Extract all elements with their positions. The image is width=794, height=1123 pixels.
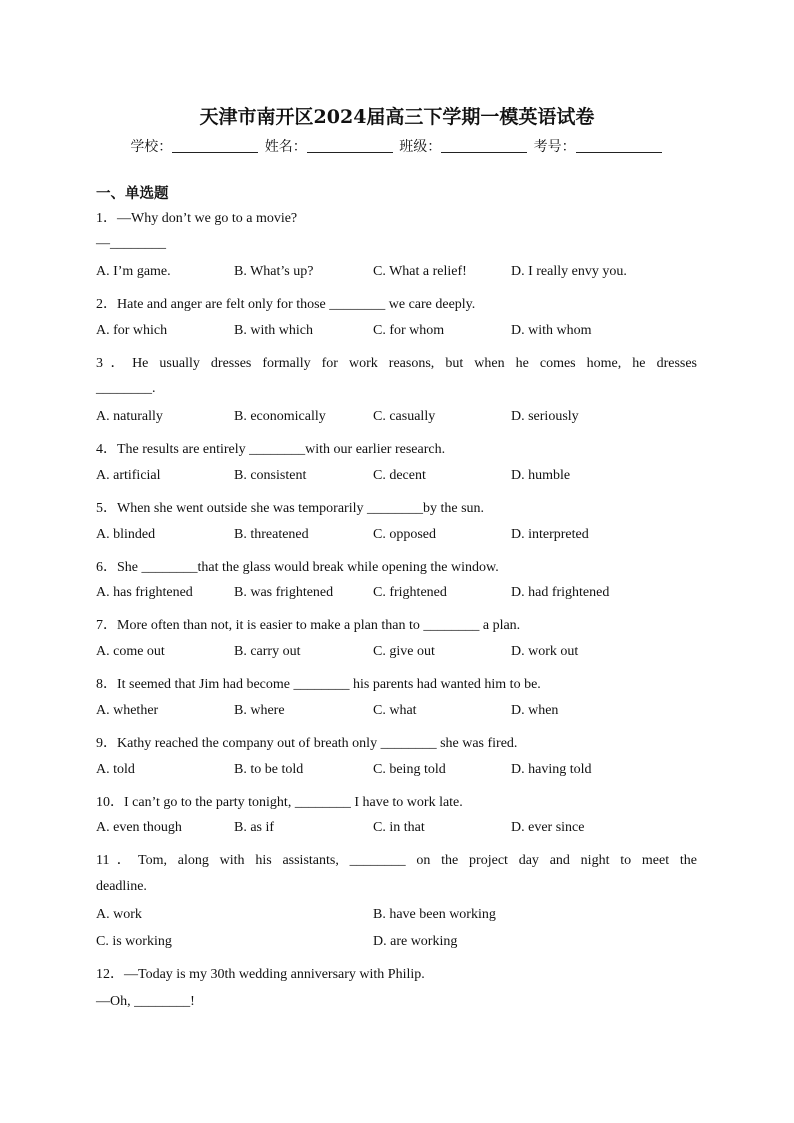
number-blank[interactable] xyxy=(576,138,662,153)
option-d: D. having told xyxy=(511,762,592,777)
option-b: B. was frightened xyxy=(234,585,334,600)
option-b: B. as if xyxy=(234,820,275,835)
school-blank[interactable] xyxy=(172,138,258,153)
class-blank[interactable] xyxy=(441,138,527,153)
option-c: C. give out xyxy=(373,644,435,659)
option-b: B. threatened xyxy=(234,527,309,542)
option-b: B. consistent xyxy=(234,468,307,483)
option-a: A. naturally xyxy=(96,409,163,424)
class-label: 班级： xyxy=(399,139,442,155)
question-stem: 12．—Today is my 30th wedding anniversary with Philip. xyxy=(96,967,425,982)
option-d: D. ever since xyxy=(511,820,585,835)
option-b: B. have been working xyxy=(373,907,496,922)
option-a: A. whether xyxy=(96,703,159,718)
option-d: D. had frightened xyxy=(511,585,610,600)
option-b: B. where xyxy=(234,703,285,718)
option-a: A. blinded xyxy=(96,527,156,542)
option-a: A. come out xyxy=(96,644,165,659)
option-d: D. interpreted xyxy=(511,527,589,542)
question-stem: 9．Kathy reached the company out of breath only ________ she was fired. xyxy=(96,736,518,751)
option-c: C. is working xyxy=(96,934,172,949)
option-a: A. artificial xyxy=(96,468,161,483)
section-title: 一、单选题 xyxy=(96,186,169,202)
option-b: B. to be told xyxy=(234,762,304,777)
option-c: C. frightened xyxy=(373,585,447,600)
option-c: C. What a relief! xyxy=(373,264,467,279)
option-a: A. has frightened xyxy=(96,585,193,600)
option-d: D. work out xyxy=(511,644,579,659)
option-d: D. when xyxy=(511,703,559,718)
option-c: C. decent xyxy=(373,468,426,483)
option-c: C. casually xyxy=(373,409,436,424)
question-stem-continuation: deadline. xyxy=(96,879,147,894)
option-c: C. for whom xyxy=(373,323,445,338)
question-stem: 5．When she went outside she was temporarily ________by the sun. xyxy=(96,501,485,516)
question-stem: 10．I can’t go to the party tonight, ________ I have to work late. xyxy=(96,795,463,810)
question-stem: 8．It seemed that Jim had become ________ his parents had wanted him to be. xyxy=(96,677,541,692)
option-b: B. with which xyxy=(234,323,313,338)
question-stem: 2．Hate and anger are felt only for those ________ we care deeply. xyxy=(96,297,476,312)
option-d: D. seriously xyxy=(511,409,579,424)
option-d: D. humble xyxy=(511,468,571,483)
option-a: A. even though xyxy=(96,820,182,835)
option-c: C. in that xyxy=(373,820,425,835)
option-a: A. told xyxy=(96,762,135,777)
question-stem: 7．More often than not, it is easier to make a plan than to ________ a plan. xyxy=(96,618,521,633)
option-d: D. with whom xyxy=(511,323,592,338)
question-stem: 3．He usually dresses formally for work reasons, but when he comes home, he dresses xyxy=(96,356,697,371)
question-stem: 1．—Why don’t we go to a movie? xyxy=(96,211,298,226)
option-c: C. what xyxy=(373,703,417,718)
question-stem: 4．The results are entirely ________with our earlier research. xyxy=(96,442,446,457)
option-b: B. economically xyxy=(234,409,326,424)
question-stem: 11．Tom, along with his assistants, ________ on the project day and night to meet the xyxy=(96,853,697,868)
option-d: D. I really envy you. xyxy=(511,264,627,279)
option-b: B. carry out xyxy=(234,644,301,659)
name-label: 姓名： xyxy=(264,139,307,155)
number-label: 考号： xyxy=(533,139,576,155)
name-blank[interactable] xyxy=(307,138,393,153)
school-label: 学校： xyxy=(130,139,173,155)
option-d: D. are working xyxy=(373,934,458,949)
option-a: A. work xyxy=(96,907,142,922)
question-stem-continuation: —________ xyxy=(96,236,166,251)
option-c: C. being told xyxy=(373,762,446,777)
option-b: B. What’s up? xyxy=(234,264,314,279)
question-stem-continuation: —Oh, ________! xyxy=(96,994,195,1009)
option-c: C. opposed xyxy=(373,527,436,542)
option-a: A. for which xyxy=(96,323,168,338)
question-stem-continuation: ________. xyxy=(96,381,156,396)
student-info-line xyxy=(0,136,794,156)
option-a: A. I’m game. xyxy=(96,264,171,279)
question-stem: 6．She ________that the glass would break while opening the window. xyxy=(96,560,499,575)
page-title: 天津市南开区2024届高三下学期一模英语试卷 xyxy=(199,106,595,128)
